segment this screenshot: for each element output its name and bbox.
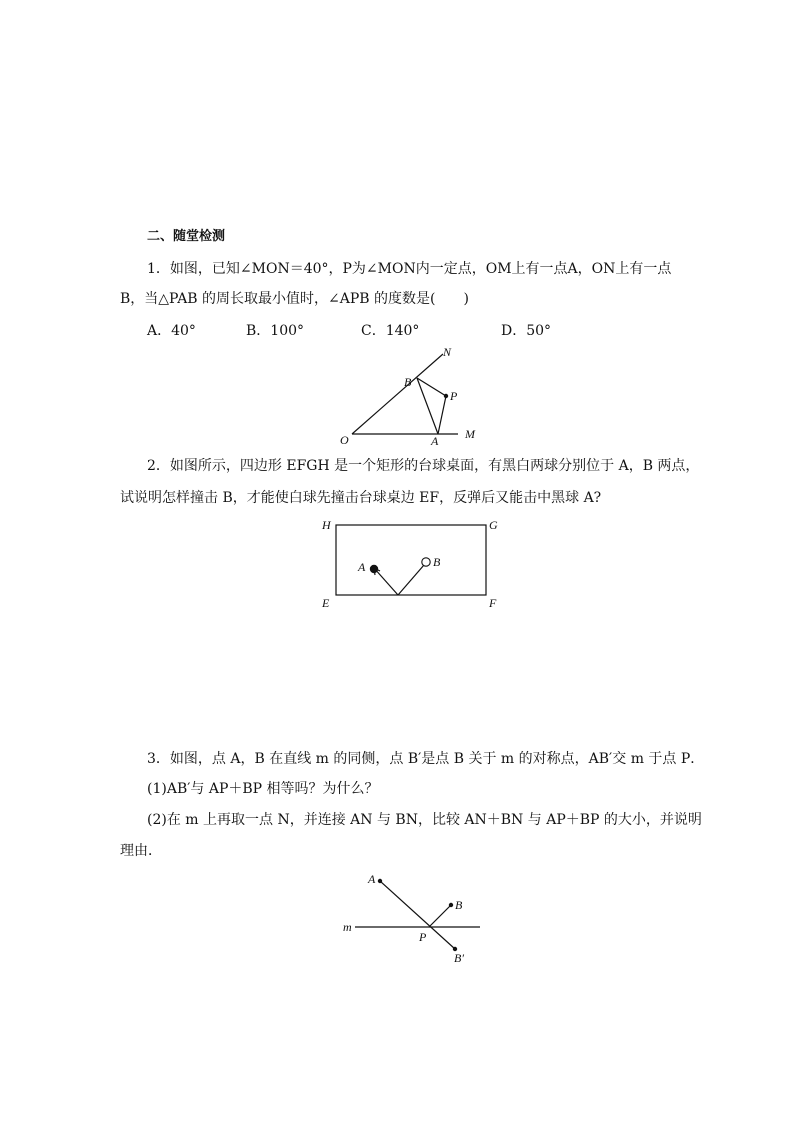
label-p: P bbox=[450, 389, 458, 403]
label-h: H bbox=[322, 518, 331, 532]
q1-line1: 1．如图，已知∠MON＝40°，P为∠MON内一定点，OM上有一点A，ON上有一点 bbox=[147, 261, 672, 277]
label-a: A bbox=[358, 560, 366, 574]
label-p: P bbox=[419, 930, 427, 944]
label-n: N bbox=[443, 345, 452, 359]
ray-on bbox=[352, 354, 443, 434]
q1-figure bbox=[330, 340, 490, 450]
black-ball-a bbox=[370, 565, 378, 573]
path-a-to-ef bbox=[374, 568, 398, 595]
label-b: B bbox=[455, 898, 463, 912]
label-e: E bbox=[322, 596, 330, 610]
label-f: F bbox=[489, 596, 497, 610]
q2-line1: 2．如图所示，四边形 EFGH 是一个矩形的台球桌面，有黑白两球分别位于 A，B 两点， bbox=[147, 458, 700, 474]
label-a: A bbox=[431, 434, 439, 448]
q3-line1: 3．如图，点 A，B 在直线 m 的同侧，点 B′是点 B 关于 m 的对称点，AB′交 m 于点 P． bbox=[147, 751, 705, 767]
q3-figure bbox=[335, 865, 495, 965]
segment-p-b bbox=[429, 905, 451, 927]
segment-bp bbox=[417, 378, 446, 396]
q3-sub2-line2: 理由． bbox=[120, 843, 162, 859]
segment-a-bprime bbox=[380, 881, 455, 949]
white-ball-b bbox=[422, 558, 430, 566]
label-m: m bbox=[343, 920, 352, 934]
point-a bbox=[378, 879, 382, 883]
q3-sub1: (1)AB′与 AP＋BP 相等吗？为什么？ bbox=[147, 781, 379, 797]
label-g: G bbox=[489, 518, 498, 532]
q3-sub2-line1: (2)在 m 上再取一点 N，并连接 AN 与 BN，比较 AN＋BN 与 AP＋BP 的大小，并说明 bbox=[147, 812, 702, 828]
label-a: A bbox=[368, 872, 376, 886]
label-b: B bbox=[433, 555, 441, 569]
section-title: 二、随堂检测 bbox=[147, 229, 226, 244]
segment-pa bbox=[438, 396, 446, 434]
q2-line2: 试说明怎样撞击 B，才能使白球先撞击台球桌边 EF，反弹后又能击中黑球 A? bbox=[120, 490, 602, 506]
q1-line2: B，当△PAB 的周长取最小值时，∠APB 的度数是( ) bbox=[120, 291, 469, 307]
label-m: M bbox=[465, 427, 475, 441]
q2-figure bbox=[318, 515, 508, 615]
q1-option-c: C．140° bbox=[361, 323, 420, 339]
label-bprime: B′ bbox=[454, 951, 464, 965]
path-ef-to-b bbox=[398, 565, 424, 595]
point-b bbox=[449, 903, 453, 907]
label-b: B bbox=[404, 375, 412, 389]
point-p bbox=[444, 394, 448, 398]
label-o: O bbox=[340, 433, 349, 447]
q1-option-b: B．100° bbox=[246, 323, 305, 339]
q1-option-d: D．50° bbox=[501, 323, 552, 339]
segment-ba bbox=[417, 378, 438, 434]
q1-option-a: A．40° bbox=[147, 323, 196, 339]
